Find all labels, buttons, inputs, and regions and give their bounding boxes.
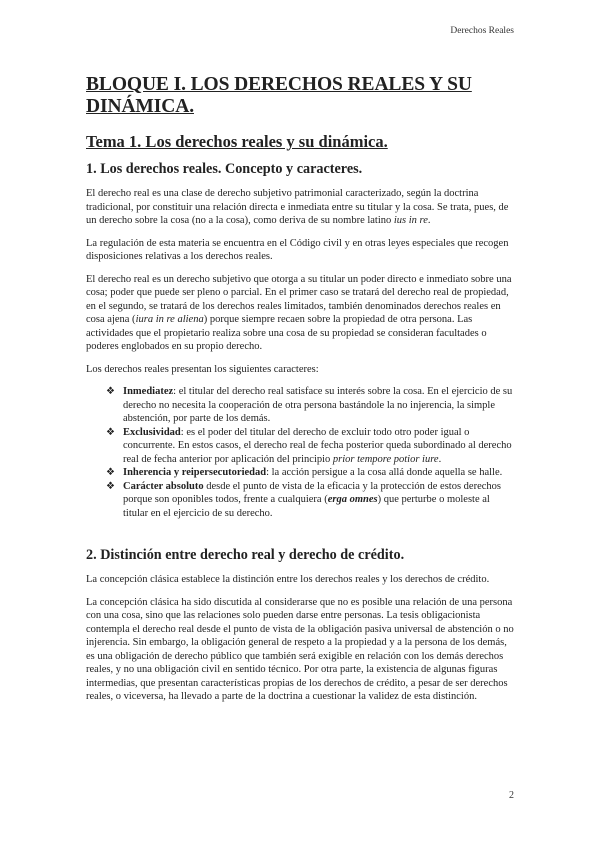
latin-term: ius in re bbox=[393, 215, 428, 226]
item-text: : la acción persigue a la cosa allá donde aquella se halle. bbox=[266, 467, 503, 478]
spacer bbox=[86, 520, 514, 546]
section2-paragraph-2: La concepción clásica ha sido discutida al considerarse que no es posible una relación de una persona con una cosa, sino que las relaciones solo pueden darse entre personas. La tesis obligacionista contempla el derecho real desde el punto de vista de la obligación pasiva universal de abstención o no injerencia. Sin embargo, la obligación general de respeto a la propiedad y a la persona de los demás, es una obligación de derecho público que también será exigible en relación con los demás derechos reales, y no una obligación civil en sentido técnico. Por otra parte, la existencia de algunas figuras intermedias, que presentan características propias de los derechos de crédito, a pesar de ser derechos reales, o viceversa, ha llevado a parte de la doctrina a cuestionar la validez de esta distinción. bbox=[86, 596, 514, 702]
item-term: Inherencia y reipersecutoriedad bbox=[123, 467, 267, 478]
list-item bbox=[106, 466, 514, 480]
item-term: Inmediatez bbox=[123, 386, 174, 397]
item-text: desde el punto de vista de la eficacia y la protección de estos derechos porque son oponibles todos, frente a cualquiera ( bbox=[123, 480, 501, 505]
caracteres-list bbox=[86, 385, 514, 520]
text-run: . bbox=[427, 215, 431, 226]
item-text: : es el poder del titular del derecho de excluir todo otro poder igual o concurrente. En estos casos, el derecho real de fecha posterior queda subordinado al derecho real de fecha anterior por aplicación del principio bbox=[123, 426, 512, 465]
item-text: . bbox=[438, 453, 442, 465]
section2-title: 2. Distinción entre derecho real y derecho de crédito. bbox=[86, 547, 405, 563]
item-text: ) que perturbe o moleste al titular en el ejercicio de su derecho. bbox=[123, 494, 490, 519]
section1-paragraph-1 bbox=[86, 187, 514, 228]
text-run: El derecho real es una clase de derecho subjetivo patrimonial caracterizado, según la doctrina tradicional, por constituir una relación directa e inmediata entre su titular y la cosa. Se trata, pues, de un derecho sobre la cosa (no a la cosa), como deriva de su nombre latino bbox=[86, 188, 509, 226]
running-header: Derechos Reales bbox=[450, 26, 514, 36]
bloque-title: BLOQUE I. LOS DERECHOS REALES Y SU DINÁMICA. bbox=[86, 74, 472, 117]
latin-term: iura in re aliena bbox=[135, 314, 204, 325]
section2-paragraph-1: La concepción clásica establece la distinción entre los derechos reales y los derechos de crédito. bbox=[86, 574, 490, 585]
page-number: 2 bbox=[509, 790, 514, 801]
diamond-bullet-icon: ❖ bbox=[106, 426, 115, 438]
section1-paragraph-2: La regulación de esta materia se encuentra en el Código civil y en otras leyes especiales que recogen disposiciones relativas a los derechos reales. bbox=[86, 237, 509, 262]
section1-title: 1. Los derechos reales. Concepto y caracteres. bbox=[86, 161, 363, 177]
section1-paragraph-4: Los derechos reales presentan los siguientes caracteres: bbox=[86, 363, 319, 375]
item-term: Carácter absoluto bbox=[123, 480, 204, 492]
tema-title: Tema 1. Los derechos reales y su dinámica. bbox=[86, 132, 388, 151]
item-term: Exclusividad bbox=[123, 426, 181, 438]
item-text: : el titular del derecho real satisface su interés sobre la cosa. En el ejercicio de su derecho no necesita la cooperación de otra persona bastándole la no injerencia, la simple abstención, por parte de los demás. bbox=[123, 386, 513, 424]
text-run: ) porque siempre recaen sobre la propiedad de otra persona. Las actividades que el propietario realiza sobre una cosa de su propiedad se consideran facultades o poderes englobados en su propio derecho. bbox=[86, 314, 487, 352]
latin-term: erga omnes bbox=[327, 494, 378, 505]
list-item bbox=[106, 426, 514, 467]
diamond-bullet-icon: ❖ bbox=[106, 386, 115, 397]
page-content bbox=[86, 74, 514, 713]
section1-paragraph-3 bbox=[86, 273, 514, 354]
list-item bbox=[106, 385, 514, 426]
latin-term: prior tempore potior iure bbox=[332, 453, 439, 465]
diamond-bullet-icon: ❖ bbox=[106, 467, 115, 478]
text-run: El derecho real es un derecho subjetivo que otorga a su titular un poder directo e inmediato sobre una cosa; poder que puede ser pleno o parcial. En el primer caso se tratará del derecho real de propiedad, en el segundo, se tratará de los derechos reales limitados, también denominados derechos reales en cosa ajena ( bbox=[86, 273, 512, 325]
diamond-bullet-icon: ❖ bbox=[106, 480, 115, 492]
list-item bbox=[106, 480, 514, 521]
